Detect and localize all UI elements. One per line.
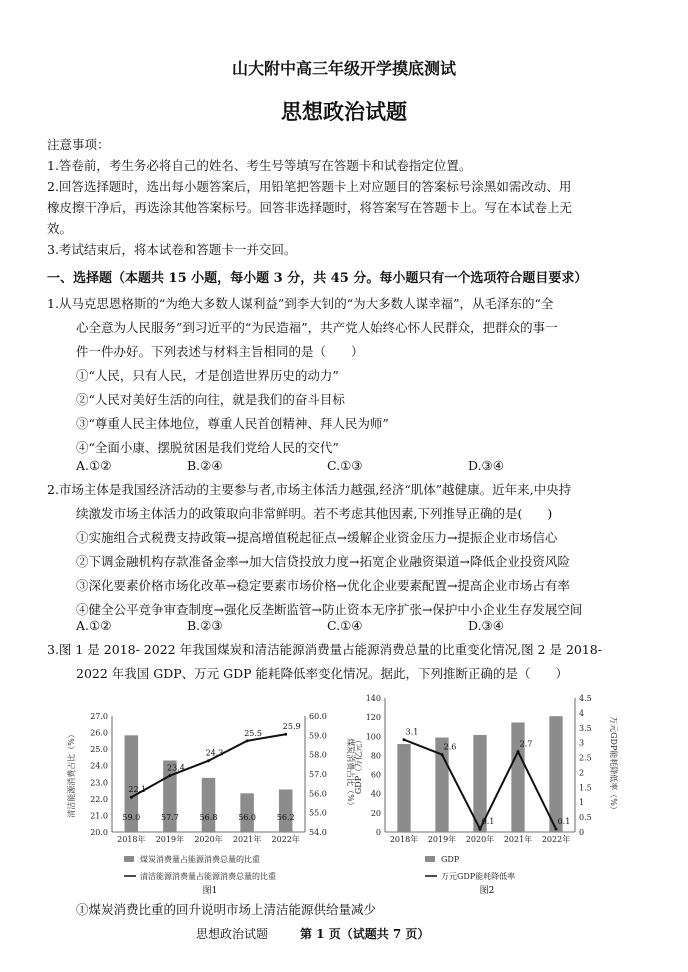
- notice-line: 1.答卷前，考生务必将自己的姓名、考生号等填写在答题卡和试卷指定位置。: [47, 158, 472, 173]
- q1-item: ②“人民对美好生活的向往，就是我们的奋斗目标: [76, 392, 345, 407]
- x-tick-label: 2018年: [389, 835, 419, 844]
- bar: [397, 744, 410, 832]
- q2-line: 2.市场主体是我国经济活动的主要参与者,市场主体活力越强,经济“肌体”越健康。近年来,中央持: [47, 482, 572, 497]
- figure-title: 图2: [479, 886, 495, 896]
- y-tick-label-left: 21.0: [90, 811, 108, 821]
- line-point: [246, 739, 249, 742]
- line-data-label: 25.5: [244, 728, 263, 738]
- q2-option-b[interactable]: B.②③: [187, 618, 223, 633]
- y-axis-title-left: 清洁能源消费占比（%）: [67, 730, 76, 818]
- x-tick-label: 2019年: [427, 835, 457, 844]
- y-tick-label-left: 20: [370, 808, 381, 818]
- y-tick-label-right: 58.0: [309, 750, 327, 760]
- y-tick-label-right: 1: [579, 798, 585, 808]
- q1-item: ③“尊重人民主体地位，尊重人民首创精神、拜人民为师”: [76, 416, 389, 431]
- q1-line: 件一件办好。下列表述与材料主旨相同的是（ ）: [76, 344, 364, 359]
- footer-page: 第 1 页（试题共 7 页）: [300, 927, 430, 941]
- line-data-label: 2.6: [443, 742, 457, 752]
- school-title: 山大附中高三年级开学摸底测试: [231, 59, 456, 78]
- line-point: [479, 828, 482, 831]
- q1-option-d[interactable]: D.③④: [468, 458, 504, 473]
- bar-data-label: 57.7: [160, 813, 179, 822]
- y-tick-label-right: 4: [579, 708, 585, 718]
- q1-line: 心全意为人民服务”到习近平的“为民造福”，共产党人始终心怀人民群众，把群众的事一: [76, 320, 558, 335]
- y-tick-label-left: 22.0: [90, 794, 108, 804]
- y-axis-title-right: 煤炭消费占比（%）: [346, 738, 355, 810]
- bar-data-label: 56.2: [276, 813, 295, 822]
- y-tick-label-left: 60: [370, 770, 381, 780]
- line-point: [168, 774, 171, 777]
- y-tick-label-left: 80: [370, 751, 381, 761]
- x-tick-label: 2019年: [155, 835, 185, 844]
- q2-option-d[interactable]: D.③④: [468, 618, 504, 633]
- legend-label: 煤炭消费量占能源消费总量的比重: [140, 855, 260, 864]
- bar-data-label: 56.0: [238, 813, 257, 822]
- q2-option-c[interactable]: C.①④: [327, 618, 363, 633]
- x-tick-label: 2021年: [503, 835, 533, 844]
- y-tick-label-right: 3: [579, 738, 585, 748]
- legend-label: 清洁能源消费量占能源消费总量的比重: [140, 872, 276, 881]
- line-data-label: 23.4: [166, 763, 185, 773]
- q3-line: 3.图 1 是 2018- 2022 年我国煤炭和清洁能源消费量占能源消费总量的比重变化情况,图 2 是 2018-: [47, 642, 602, 657]
- y-tick-label-left: 100: [365, 732, 381, 742]
- bar-data-label: 56.8: [199, 813, 218, 822]
- notice-line: 2.回答选择题时，选出每小题答案后，用铅笔把答题卡上对应题目的答案标号涂黑如需改动、用: [47, 179, 572, 194]
- y-tick-label-right: 2: [579, 768, 585, 778]
- q1-option-a[interactable]: A.①②: [76, 458, 112, 473]
- notice-line: 橡皮擦干净后，再选涂其他答案标号。回答非选择题时，将答案写在答题卡上。写在本试卷上无: [47, 200, 573, 215]
- y-tick-label-right: 0: [579, 828, 585, 837]
- figure-title: 图1: [202, 886, 218, 896]
- q3-line: 2022 年我国 GDP、万元 GDP 能耗降低率变化情况。据此，下列推断正确的是（ ）: [76, 666, 569, 681]
- notice-heading: 注意事项：: [47, 137, 110, 152]
- legend-swatch-bar: [124, 856, 134, 862]
- y-tick-label-right: 57.0: [309, 770, 327, 779]
- y-tick-label-left: 140: [365, 694, 381, 703]
- line-data-label: 0.1: [481, 817, 495, 827]
- q1-line: 1.从马克思恩格斯的“为绝大多数人谋利益”到李大钊的“为大多数人谋幸福”，从毛泽东的“全: [47, 296, 554, 311]
- figure-1-chart: [60, 688, 360, 894]
- line-data-label: 2.7: [519, 739, 533, 749]
- q1-item: ④“全面小康、摆脱贫困是我们党给人民的交代”: [76, 440, 339, 455]
- y-axis-title-right: 万元GDP能耗降低率（%）: [609, 716, 618, 814]
- bar-data-label: 59.0: [122, 813, 141, 822]
- q1-option-b[interactable]: B.②④: [187, 458, 223, 473]
- y-tick-label-right: 3.5: [579, 723, 592, 733]
- y-tick-label-left: 23.0: [90, 778, 108, 788]
- x-tick-label: 2022年: [541, 835, 571, 844]
- bar: [549, 716, 562, 832]
- q3-item: ①煤炭消费比重的回升说明市场上清洁能源供给量减少: [76, 902, 377, 917]
- legend-swatch-bar: [425, 856, 435, 862]
- footer-subject: 思想政治试题: [196, 927, 269, 941]
- line-point: [517, 750, 520, 753]
- y-tick-label-left: 26.0: [90, 728, 108, 738]
- q1-item: ①“人民，只有人民，才是创造世界历史的动力”: [76, 368, 339, 383]
- q2-option-a[interactable]: A.①②: [76, 618, 112, 633]
- y-tick-label-right: 59.0: [309, 731, 327, 741]
- y-tick-label-right: 54.0: [309, 828, 327, 837]
- q2-item: ③深化要素价格市场化改革→稳定要素市场价格→优化企业要素配置→提高企业市场占有率: [76, 578, 570, 593]
- section-heading: 一、选择题（本题共 15 小题，每小题 3 分，共 45 分。每小题只有一个选项符合题目要求）: [47, 271, 588, 286]
- y-tick-label-left: 40: [370, 789, 381, 799]
- line-data-label: 3.1: [405, 727, 419, 737]
- q1-option-c[interactable]: C.①③: [327, 458, 363, 473]
- line-point: [555, 828, 558, 831]
- notice-line: 3.考试结束后，将本试卷和答题卡一并交回。: [47, 242, 297, 257]
- x-tick-label: 2020年: [194, 835, 223, 844]
- y-tick-label-left: 0: [375, 828, 381, 837]
- line-point: [284, 733, 287, 736]
- y-tick-label-left: 25.0: [90, 745, 108, 755]
- line-data-label: 22.1: [128, 785, 147, 795]
- legend-label: 万元GDP能耗降低率: [441, 872, 516, 881]
- y-tick-label-left: 120: [365, 713, 381, 723]
- x-tick-label: 2020年: [465, 835, 495, 844]
- line-point: [130, 796, 133, 799]
- figure-2-chart: [355, 688, 625, 894]
- y-tick-label-right: 55.0: [309, 808, 327, 818]
- x-tick-label: 2021年: [232, 835, 262, 844]
- y-tick-label-right: 56.0: [309, 789, 327, 799]
- y-tick-label-right: 4.5: [579, 694, 592, 703]
- line-data-label: 25.9: [282, 722, 301, 732]
- q2-item: ④健全公平竞争审查制度→强化反垄断监管→防止资本无序扩张→保护中小企业生存发展空间: [76, 602, 583, 617]
- y-tick-label-right: 2.5: [579, 753, 592, 763]
- bar: [199, 778, 218, 832]
- q2-line: 续激发市场主体活力的政策取向非常鲜明。若不考虑其他因素,下列推导正确的是( ): [76, 506, 553, 521]
- notice-line: 效。: [47, 221, 73, 236]
- q2-item: ①实施组合式税费支持政策→提高增值税起征点→缓解企业资金压力→提振企业市场信心: [76, 530, 558, 545]
- y-tick-label-right: 0.5: [579, 813, 592, 823]
- line-point: [403, 738, 406, 741]
- line-point: [441, 753, 444, 756]
- y-axis-title-left: GDP（万亿元）: [354, 735, 363, 795]
- y-tick-label-left: 20.0: [90, 828, 108, 837]
- x-tick-label: 2018年: [117, 835, 146, 844]
- line-data-label: 24.3: [205, 748, 224, 758]
- line-point: [207, 759, 210, 762]
- y-tick-label-right: 1.5: [579, 783, 592, 793]
- line-data-label: 0.1: [557, 817, 571, 827]
- y-tick-label-right: 60.0: [309, 712, 327, 721]
- q2-item: ②下调金融机构存款准备金率→加大信贷投放力度→拓宽企业融资渠道→降低企业投资风险: [76, 554, 570, 569]
- legend-label: GDP: [441, 855, 460, 864]
- y-tick-label-left: 27.0: [90, 712, 108, 721]
- subject-title: 思想政治试题: [281, 99, 407, 124]
- bar: [276, 789, 295, 832]
- y-tick-label-left: 24.0: [90, 761, 108, 771]
- x-tick-label: 2022年: [271, 835, 300, 844]
